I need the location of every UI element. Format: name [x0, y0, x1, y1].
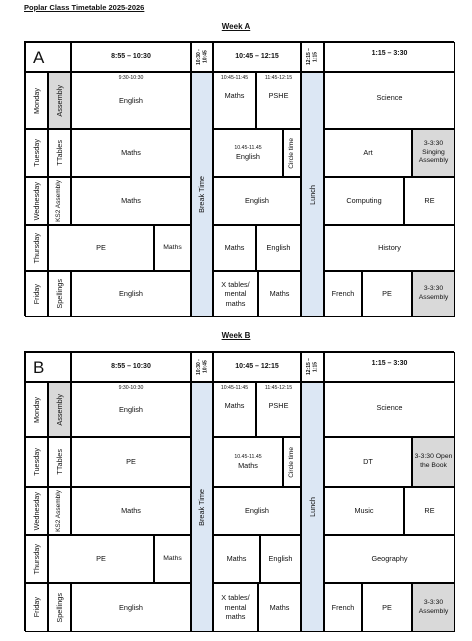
wednesday-re: RE [404, 177, 455, 225]
wednesday-english: English [213, 487, 301, 535]
day-wednesday: Wednesday [25, 487, 48, 535]
day-thursday: Thursday [25, 535, 48, 583]
wednesday-english: English [213, 177, 301, 225]
friday-pe: PE [362, 271, 412, 317]
thursday-maths: Maths [154, 535, 191, 583]
day-tuesday: Tuesday [25, 129, 48, 177]
tuesday-ttables: TTables [48, 437, 71, 487]
tuesday-ttables: TTables [48, 129, 71, 177]
wednesday-music: Music [324, 487, 404, 535]
day-tuesday: Tuesday [25, 437, 48, 487]
monday-science: Science [324, 72, 455, 129]
friday-english: English [71, 271, 191, 317]
thursday-maths-midday: Maths [213, 225, 256, 271]
wednesday-maths: Maths [71, 177, 191, 225]
time-slot-break: 10:30 - 10:45 [191, 42, 213, 72]
friday-french: French [324, 271, 362, 317]
monday-pshe: 11:45-12:15 PSHE [256, 382, 301, 437]
time-slot-morning: 8:55 – 10:30 [71, 42, 191, 72]
day-monday: Monday [25, 72, 48, 129]
tuesday-maths: 10.45-11.45 Maths [213, 437, 283, 487]
time-slot-lunch: 12:15 – 1:15 [301, 352, 324, 382]
time-slot-morning: 8:55 – 10:30 [71, 352, 191, 382]
friday-assembly: 3-3:30 Assembly [412, 583, 455, 632]
friday-xtables: X tables/ mental maths [213, 583, 258, 632]
wednesday-ks2-assembly: KS2 Assembly [48, 487, 71, 535]
wednesday-maths: Maths [71, 487, 191, 535]
time-slot-afternoon: 1:15 – 3:30 [324, 42, 455, 72]
time-slot-afternoon: 1:15 – 3:30 [324, 352, 455, 382]
monday-science: Science [324, 382, 455, 437]
friday-maths: Maths [258, 271, 301, 317]
time-slot-midday: 10:45 – 12:15 [213, 42, 301, 72]
tuesday-art: Art [324, 129, 412, 177]
monday-assembly: Assembly [48, 72, 71, 129]
tuesday-circle-time: Circle time [283, 129, 301, 177]
monday-english: 9:30-10:30 English [71, 382, 191, 437]
thursday-pe: PE [48, 535, 154, 583]
day-thursday: Thursday [25, 225, 48, 271]
wednesday-re: RE [404, 487, 455, 535]
thursday-english: English [256, 225, 301, 271]
day-monday: Monday [25, 382, 48, 437]
thursday-geography: Geography [324, 535, 455, 583]
friday-spellings: Spellings [48, 583, 71, 632]
thursday-maths: Maths [154, 225, 191, 271]
monday-maths: 10:45-11:45 Maths [213, 72, 256, 129]
tuesday-pe: PE [71, 437, 191, 487]
monday-assembly: Assembly [48, 382, 71, 437]
monday-english: 9:30-10:30 English [71, 72, 191, 129]
lunch-column: Lunch [301, 382, 324, 632]
page-title: Poplar Class Timetable 2025-2026 [24, 3, 145, 12]
thursday-history: History [324, 225, 455, 271]
lunch-column: Lunch [301, 72, 324, 317]
friday-assembly: 3-3:30 Assembly [412, 271, 455, 317]
time-slot-break: 10:30 - 10:45 [191, 352, 213, 382]
monday-maths: 10:45-11:45 Maths [213, 382, 256, 437]
friday-maths: Maths [258, 583, 301, 632]
time-slot-midday: 10:45 – 12:15 [213, 352, 301, 382]
break-time-column: Break Time [191, 72, 213, 317]
tuesday-circle-time: Circle time [283, 437, 301, 487]
tuesday-dt: DT [324, 437, 412, 487]
time-slot-lunch: 12:15 – 1:15 [301, 42, 324, 72]
break-time-column: Break Time [191, 382, 213, 632]
friday-french: French [324, 583, 362, 632]
wednesday-computing: Computing [324, 177, 404, 225]
day-friday: Friday [25, 271, 48, 317]
wednesday-ks2-assembly: KS2 Assembly [48, 177, 71, 225]
friday-spellings: Spellings [48, 271, 71, 317]
week-letter: A [25, 42, 71, 72]
tuesday-english: 10.45-11.45 English [213, 129, 283, 177]
monday-pshe: 11:45-12:15 PSHE [256, 72, 301, 129]
week-a-timetable [24, 41, 454, 316]
tuesday-open-the-book: 3-3:30 Open the Book [412, 437, 455, 487]
friday-xtables: X tables/ mental maths [213, 271, 258, 317]
friday-pe: PE [362, 583, 412, 632]
thursday-maths-midday: Maths [213, 535, 260, 583]
tuesday-maths: Maths [71, 129, 191, 177]
week-letter: B [25, 352, 71, 382]
day-wednesday: Wednesday [25, 177, 48, 225]
thursday-pe: PE [48, 225, 154, 271]
friday-english: English [71, 583, 191, 632]
week-b-timetable [24, 351, 454, 631]
week-a-heading: Week A [221, 22, 251, 31]
day-friday: Friday [25, 583, 48, 632]
tuesday-singing-assembly: 3-3:30 Singing Assembly [412, 129, 455, 177]
week-b-heading: Week B [221, 331, 251, 340]
thursday-english: English [260, 535, 301, 583]
